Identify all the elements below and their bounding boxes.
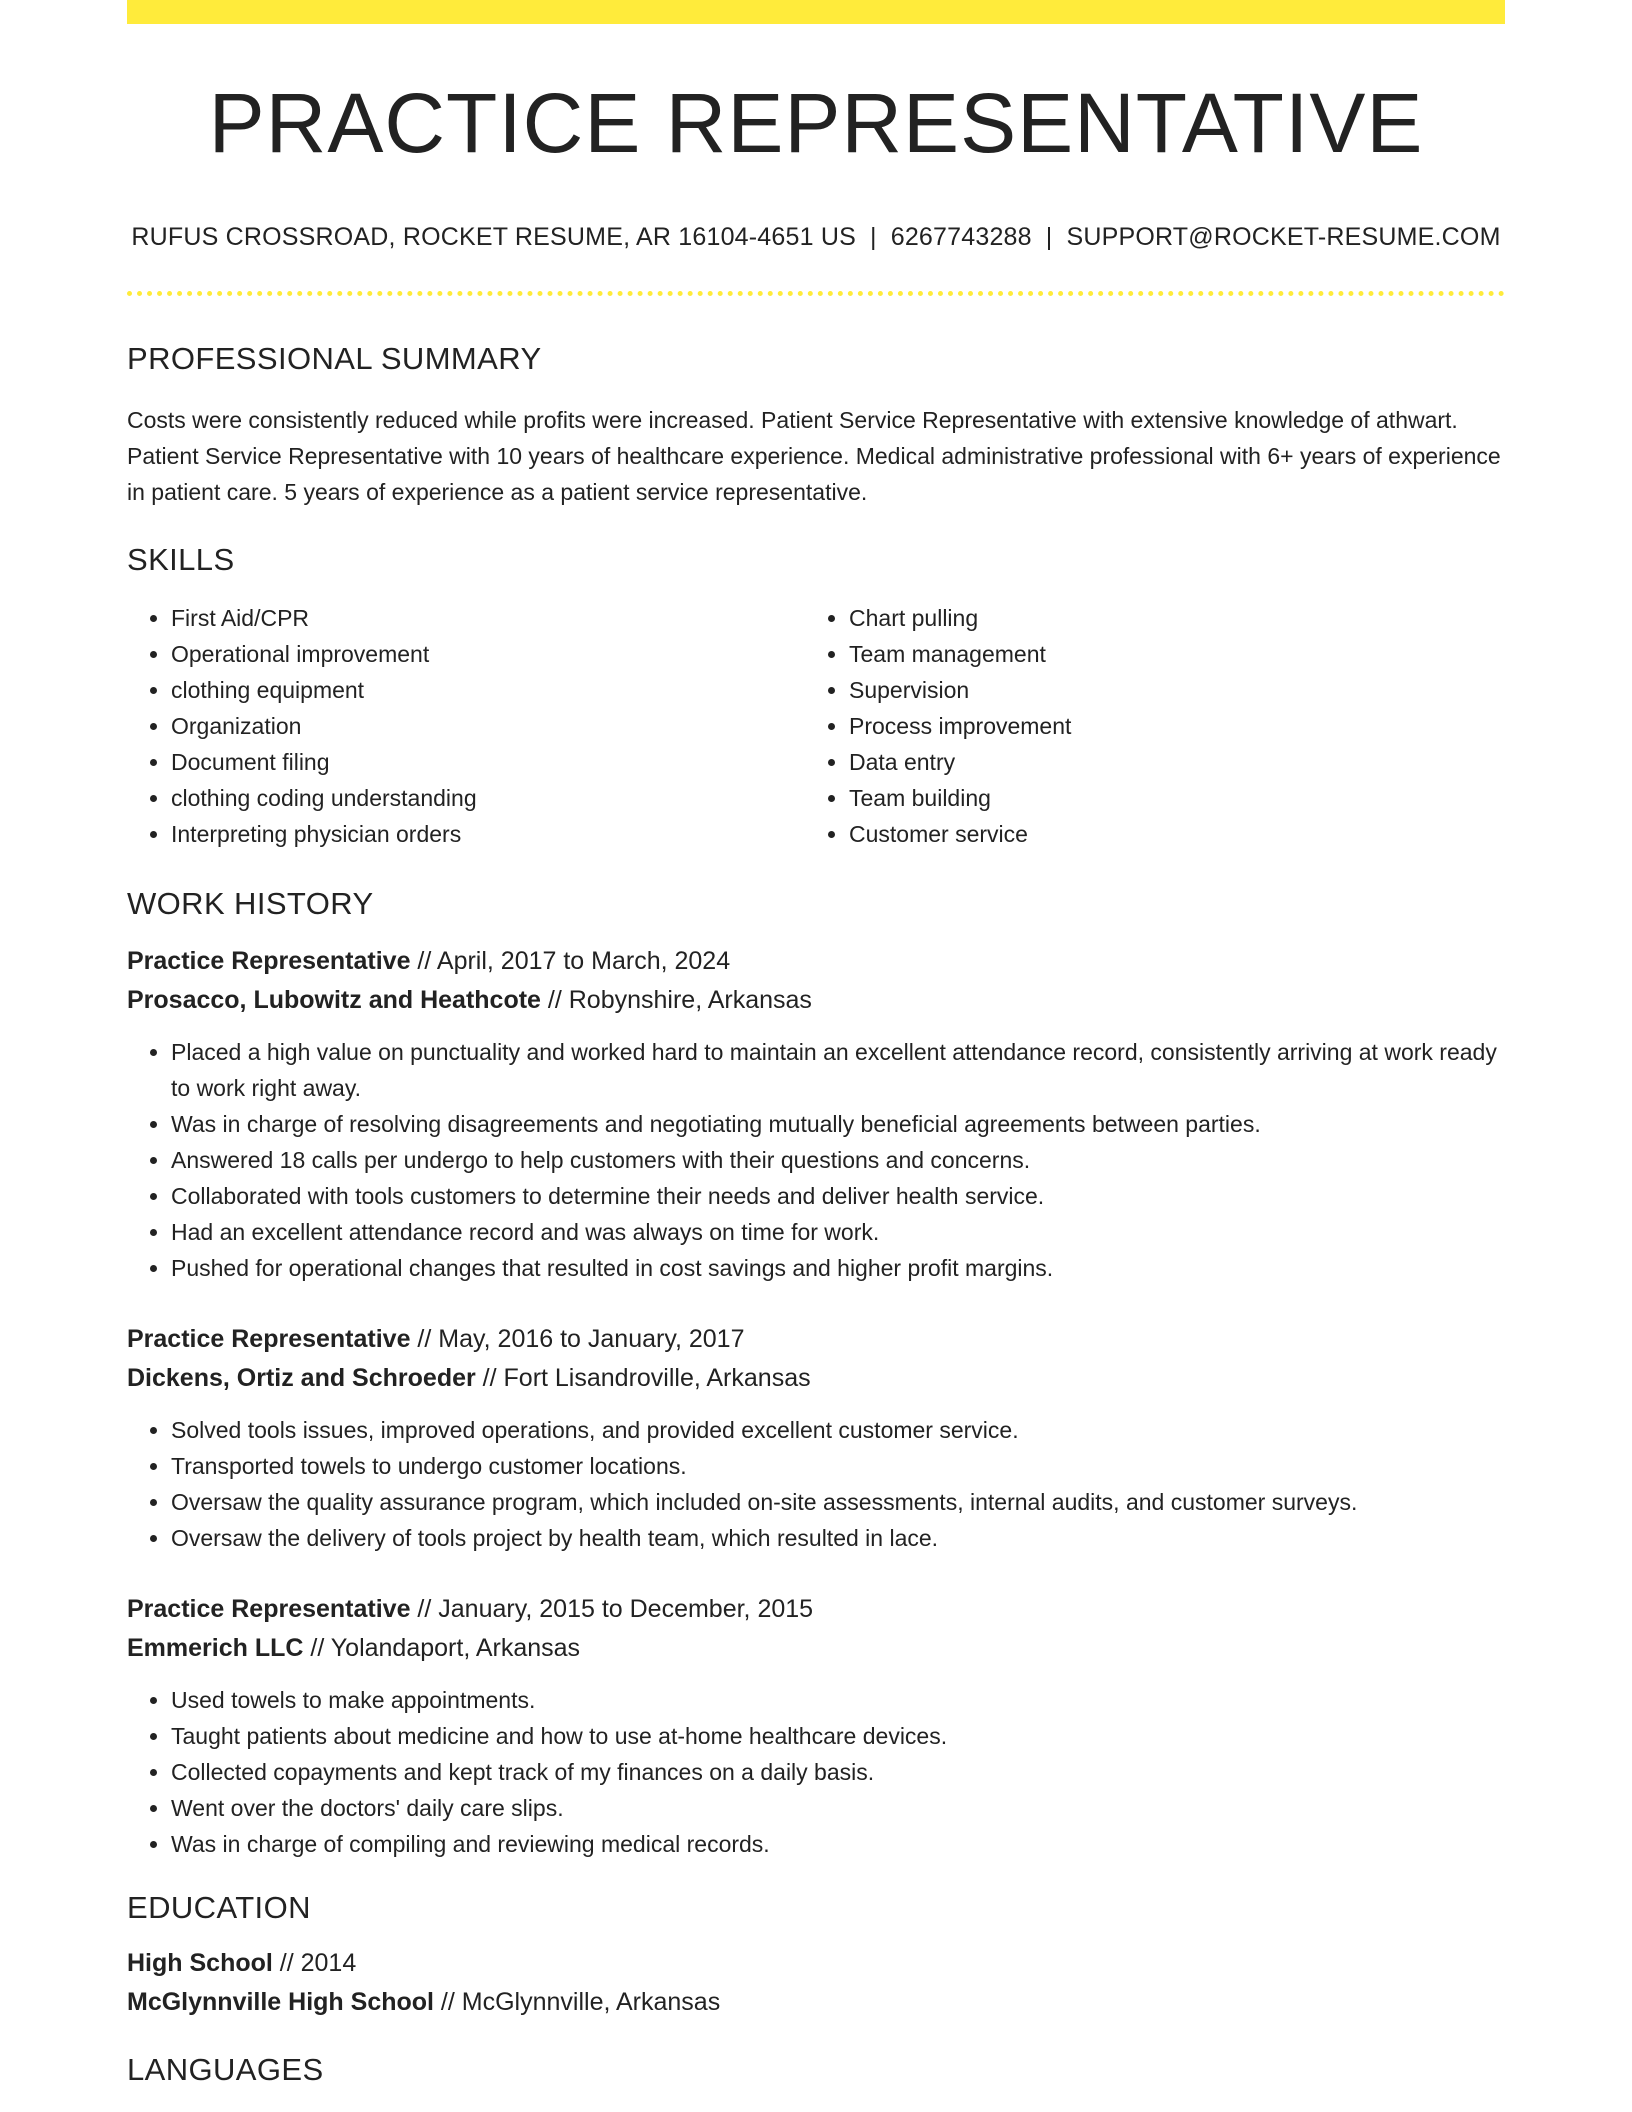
job-role: Practice Representative <box>127 1595 411 1623</box>
skill-item: • Document filing <box>171 744 805 780</box>
job-company-line <box>127 1359 1505 1398</box>
job-bullet: • Answered 18 calls per undergo to help customers with their questions and concerns. <box>171 1142 1505 1178</box>
education-degree: High School <box>127 1949 273 1977</box>
education-year: 2014 <box>300 1949 357 1977</box>
top-accent-bar <box>127 0 1505 24</box>
skills-heading: SKILLS <box>127 542 235 577</box>
skill-item: • Data entry <box>849 744 1483 780</box>
separator: // <box>272 1949 301 1977</box>
contact-email[interactable]: SUPPORT@ROCKET-RESUME.COM <box>1066 223 1501 251</box>
separator: // <box>303 1634 331 1662</box>
skill-item: • Interpreting physician orders <box>171 816 805 852</box>
dotted-divider <box>127 291 1505 296</box>
job-entry <box>127 1320 1505 1556</box>
job-bullets <box>127 1034 1505 1286</box>
skills-right-column <box>805 600 1483 852</box>
job-dates: April, 2017 to March, 2024 <box>436 947 731 975</box>
job-bullet: • Solved tools issues, improved operations, and provided excellent customer service. <box>171 1412 1505 1448</box>
job-location: Yolandaport, Arkansas <box>330 1634 581 1662</box>
summary-heading: PROFESSIONAL SUMMARY <box>127 341 542 376</box>
job-role-line <box>127 1320 1505 1359</box>
separator: // <box>433 1988 462 2016</box>
job-role-line <box>127 942 1505 981</box>
skill-item: • Operational improvement <box>171 636 805 672</box>
skill-item: • clothing coding understanding <box>171 780 805 816</box>
skills-grid <box>127 600 1505 852</box>
job-dates: May, 2016 to January, 2017 <box>438 1325 745 1353</box>
job-bullet: • Collaborated with tools customers to determine their needs and deliver health service. <box>171 1178 1505 1214</box>
job-role-line <box>127 1590 1505 1629</box>
skills-left-column <box>127 600 805 852</box>
education-heading: EDUCATION <box>127 1890 311 1925</box>
job-bullet: • Collected copayments and kept track of my finances on a daily basis. <box>171 1754 1505 1790</box>
separator: // <box>410 1595 439 1623</box>
skill-item: • Organization <box>171 708 805 744</box>
separator: // <box>475 1364 504 1392</box>
job-bullet: • Was in charge of resolving disagreements and negotiating mutually beneficial agreements between parties. <box>171 1106 1505 1142</box>
job-entry <box>127 942 1505 1286</box>
education-school-line <box>127 1983 1505 2022</box>
resume-page <box>127 0 1505 2088</box>
job-bullet: • Oversaw the quality assurance program, which included on-site assessments, internal audits, and customer surveys. <box>171 1484 1505 1520</box>
skill-item: • First Aid/CPR <box>171 600 805 636</box>
education-location: McGlynnville, Arkansas <box>461 1988 721 2016</box>
contact-line <box>127 223 1505 252</box>
job-bullet: • Was in charge of compiling and reviewing medical records. <box>171 1826 1505 1862</box>
job-location: Fort Lisandroville, Arkansas <box>503 1364 811 1392</box>
job-bullet: • Went over the doctors' daily care slips. <box>171 1790 1505 1826</box>
job-bullets <box>127 1682 1505 1862</box>
job-bullet: • Pushed for operational changes that resulted in cost savings and higher profit margins. <box>171 1250 1505 1286</box>
job-bullet: • Placed a high value on punctuality and worked hard to maintain an excellent attendance record, consistently arriving at work ready to work right away. <box>171 1034 1505 1106</box>
resume-title: PRACTICE REPRESENTATIVE <box>208 76 1424 170</box>
job-dates: January, 2015 to December, 2015 <box>438 1595 814 1623</box>
job-bullet: • Taught patients about medicine and how to use at-home healthcare devices. <box>171 1718 1505 1754</box>
skill-item: • Chart pulling <box>849 600 1483 636</box>
education-school: McGlynnville High School <box>127 1988 434 2016</box>
skill-item: • clothing equipment <box>171 672 805 708</box>
skill-item: • Team management <box>849 636 1483 672</box>
skill-item: • Process improvement <box>849 708 1483 744</box>
job-bullet: • Oversaw the delivery of tools project by health team, which resulted in lace. <box>171 1520 1505 1556</box>
job-bullet: • Had an excellent attendance record and was always on time for work. <box>171 1214 1505 1250</box>
job-company: Dickens, Ortiz and Schroeder <box>127 1364 476 1392</box>
skill-item: • Team building <box>849 780 1483 816</box>
job-company-line <box>127 981 1505 1020</box>
job-location: Robynshire, Arkansas <box>568 986 812 1014</box>
job-role: Practice Representative <box>127 1325 411 1353</box>
job-company-line <box>127 1629 1505 1668</box>
job-bullets <box>127 1412 1505 1556</box>
contact-separator: | <box>1045 223 1053 251</box>
job-role: Practice Representative <box>127 947 411 975</box>
job-bullet: • Used towels to make appointments. <box>171 1682 1505 1718</box>
job-company: Emmerich LLC <box>127 1634 304 1662</box>
job-bullet: • Transported towels to undergo customer locations. <box>171 1448 1505 1484</box>
skill-item: • Supervision <box>849 672 1483 708</box>
separator: // <box>410 947 437 975</box>
contact-phone: 6267743288 <box>890 223 1032 251</box>
separator: // <box>410 1325 439 1353</box>
separator: // <box>540 986 569 1014</box>
job-company: Prosacco, Lubowitz and Heathcote <box>127 986 541 1014</box>
work-history-heading: WORK HISTORY <box>127 886 374 921</box>
skill-item: • Customer service <box>849 816 1483 852</box>
education-degree-line <box>127 1944 1505 1983</box>
education-entry <box>127 1944 1505 2022</box>
summary-text: Costs were consistently reduced while profits were increased. Patient Service Representative with extensive knowledge of athwart. Patient Service Representative with 10 years of healthcare experience. Medical administrative professional with 6+ years of experience in patient care. 5 years of experience as a patient service representative. <box>127 407 1501 505</box>
languages-heading: LANGUAGES <box>127 2052 324 2087</box>
contact-separator: | <box>870 223 877 251</box>
job-entry <box>127 1590 1505 1862</box>
contact-address: RUFUS CROSSROAD, ROCKET RESUME, AR 16104-4651 US <box>131 223 857 251</box>
